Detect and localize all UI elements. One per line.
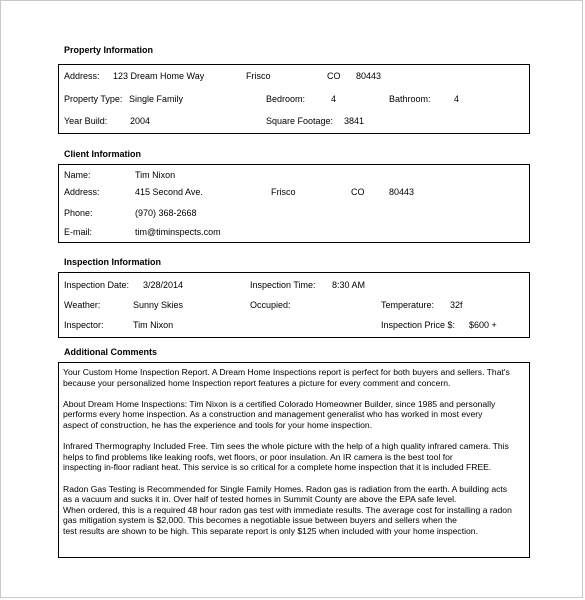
comment-paragraph-radon: Radon Gas Testing is Recommended for Single Family Homes. Radon gas is radiation from the earth. A building acts as a vacuum and sucks it in. Over half of tested homes in Summit County are above the EPA safe level. When ordered, this is a required 48 hour radon gas test with immediate results. The average cost for installing a radon gas mitigation system is $2,000. This becomes a negotiable issue between buyers and sellers when the test results are shown to be high. This separate report is only $125 when included with your home inspection. [63, 483, 512, 536]
square-footage-value: 3841 [344, 116, 365, 126]
property-box [58, 64, 530, 134]
property-zip-value: 80443 [356, 71, 382, 81]
client-name-value: Tim Nixon [135, 170, 176, 180]
inspection-price-value: $600 + [469, 320, 497, 330]
client-phone-value: (970) 368-2668 [135, 208, 197, 218]
property-type-label: Property Type: [64, 94, 123, 104]
client-address-value: 415 Second Ave. [135, 187, 203, 197]
inspector-value: Tim Nixon [133, 320, 174, 330]
bedroom-label: Bedroom: [266, 94, 306, 104]
occupied-label: Occupied: [250, 300, 291, 310]
bathroom-value: 4 [454, 94, 460, 104]
bedroom-value: 4 [331, 94, 337, 104]
property-city-value: Frisco [246, 71, 271, 81]
square-footage-label: Square Footage: [266, 116, 334, 126]
client-section-title: Client Information [64, 149, 141, 159]
property-section-title: Property Information [64, 45, 154, 55]
inspection-time-label: Inspection Time: [250, 280, 316, 290]
inspection-price-label: Inspection Price $: [381, 320, 456, 330]
inspector-label: Inspector: [64, 320, 104, 330]
comments-box [58, 362, 530, 558]
client-phone-label: Phone: [64, 208, 93, 218]
client-zip-value: 80443 [389, 187, 415, 197]
inspection-box [58, 272, 530, 338]
inspection-date-label: Inspection Date: [64, 280, 130, 290]
client-city-value: Frisco [271, 187, 296, 197]
year-build-label: Year Build: [64, 116, 108, 126]
client-state-value: CO [351, 187, 365, 197]
property-address-value: 123 Dream Home Way [113, 71, 205, 81]
client-email-label: E-mail: [64, 227, 93, 237]
temperature-value: 32f [450, 300, 463, 310]
client-email-value: tim@timinspects.com [135, 227, 221, 237]
comments-section-title: Additional Comments [64, 347, 158, 357]
comment-paragraph-about: About Dream Home Inspections: Tim Nixon is a certified Colorado Homeowner Builder, since 1985 and personally performs every home inspection. As a construction and management generalist who has worked in most every aspect of construction, he has the experience and tools for your home inspection. [63, 398, 496, 430]
property-state-value: CO [327, 71, 341, 81]
client-box [58, 164, 530, 243]
client-address-label: Address: [64, 187, 100, 197]
year-build-value: 2004 [130, 116, 151, 126]
bathroom-label: Bathroom: [389, 94, 431, 104]
client-name-label: Name: [64, 170, 91, 180]
inspection-date-value: 3/28/2014 [143, 280, 184, 290]
comments-body [63, 367, 523, 537]
weather-label: Weather: [64, 300, 101, 310]
inspection-section-title: Inspection Information [64, 257, 162, 267]
property-type-value: Single Family [129, 94, 184, 104]
temperature-label: Temperature: [381, 300, 435, 310]
weather-value: Sunny Skies [133, 300, 184, 310]
comment-paragraph-thermography: Infrared Thermography Included Free. Tim sees the whole picture with the help of a high quality infrared camera. This helps to find problems like leaking roofs, wet floors, or poor insulation. An IR camera is the best tool for inspecting in-floor radiant heat. This service is so critical for a complete home inspection that it is included FREE. [63, 441, 509, 473]
inspection-time-value: 8:30 AM [332, 280, 366, 290]
property-address-label: Address: [64, 71, 100, 81]
comment-paragraph-intro: Your Custom Home Inspection Report. A Dream Home Inspections report is perfect for both buyers and sellers. That's because your personalized home Inspection report features a picture for every comment and concern. [63, 367, 510, 388]
